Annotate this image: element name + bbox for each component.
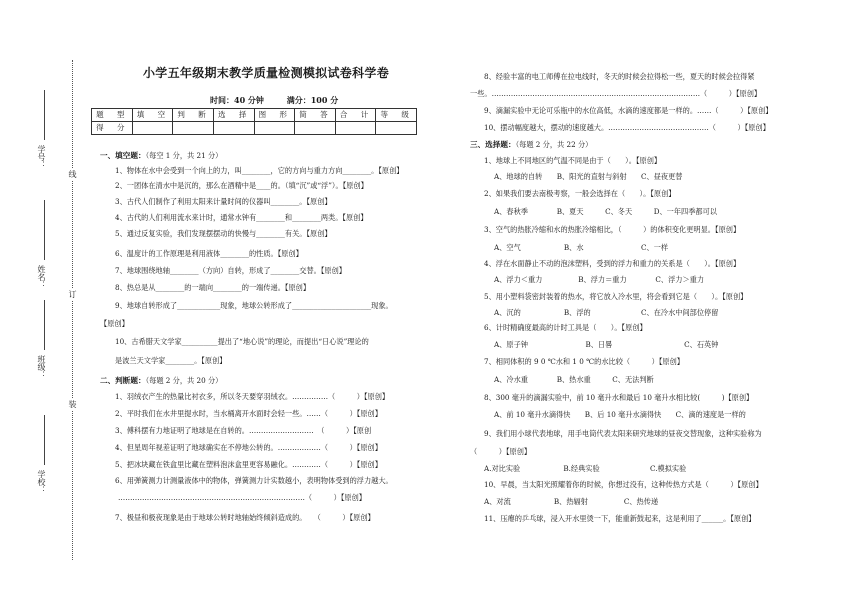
- fill-question-10-cont[interactable]: 是波兰天文学家________。【原创】: [115, 356, 227, 365]
- choice-options-7[interactable]: A、冷水重 B、热水重 C、无法判断: [494, 375, 654, 384]
- student-id-line[interactable]: [44, 90, 45, 140]
- choice-question-7[interactable]: 7、相同体积的 9 0 ℃水和 1 0 ℃的水比较（ ）【原创】: [484, 357, 684, 366]
- judge-question-6[interactable]: 6、用弹簧测力计测量液体中的物体，弹簧测力计实数越小，表明物体受到的浮力越大。: [115, 476, 393, 485]
- score-table-score-row: [92, 122, 417, 135]
- judge-question-10[interactable]: 10、摆动幅度越大，摆动的速度越大。……………………………………（ ）【原创】: [484, 123, 770, 132]
- score-table-cell: 选 择: [213, 109, 254, 122]
- choice-options-4[interactable]: A、浮力＜重力 B、浮力＝重力 C、浮力＞重力: [494, 275, 705, 284]
- choice-question-2[interactable]: 2、如果我们要去南极考察，一般会选择在（ ）。【原创】: [484, 189, 676, 198]
- score-entry-cell[interactable]: [173, 122, 214, 135]
- score-entry-cell[interactable]: [295, 122, 336, 135]
- choice-options-1[interactable]: A、地球的自转 B、阳光的直射与斜射 C、昼夜更替: [494, 172, 683, 181]
- page-title: 小学五年级期末教学质量检测模拟试卷科学卷: [143, 66, 390, 80]
- score-table-cell: 题 型: [92, 109, 133, 122]
- fill-question-6[interactable]: 6、温度计的工作原理是利用液体________的性质。【原创】: [115, 249, 303, 258]
- score-table-cell: 等 级: [376, 109, 417, 122]
- judge-question-3[interactable]: 3、傅科摆有力地证明了地球是在自转的。……………………… （ ）【原创: [115, 426, 372, 435]
- choice-options-6[interactable]: A、原子钟 B、日晷 C、石英钟: [494, 340, 719, 349]
- choice-question-4[interactable]: 4、浮在水面静止不动的泡沫塑料，受到的浮力和重力的关系是（ ）。【原创】: [484, 259, 741, 268]
- choice-question-1[interactable]: 1、地球上不同地区的气温不同是由于（ ）。【原创】: [484, 156, 662, 165]
- school-line[interactable]: [44, 415, 45, 465]
- exam-full-score: 满分：100 分: [286, 95, 339, 105]
- choice-options-8[interactable]: A、前 10 毫升水滴得快 B、后 10 毫升水滴得快 C、滴的速度是一样的: [494, 410, 746, 419]
- score-table: [91, 108, 417, 135]
- section-judge-heading: 二、判断题：（每题 2 分，共 20 分）: [100, 376, 223, 385]
- name-label: 姓名：: [37, 265, 46, 289]
- score-table-cell: 图 形: [254, 109, 295, 122]
- judge-question-7[interactable]: 7、极昼和极夜现象是由于地球公转时地轴始终倾斜造成的。 （ ）【原创】: [115, 513, 375, 522]
- judge-question-5[interactable]: 5、把冰块藏在铁盒里比藏在塑料泡沫盒里更容易融化。…………（ ）【原创】: [115, 460, 382, 469]
- choice-options-3[interactable]: A、空气 B、水 C、一样: [494, 243, 669, 252]
- judge-question-2[interactable]: 2、平时我们在水井里提水时，当水桶离开水面时会轻一些。……（ ）【原创】: [115, 409, 382, 418]
- choice-question-9[interactable]: 9、我们用小球代表地球，用手电筒代表太阳来研究地球的昼夜交替现象，这种实验称为: [484, 429, 762, 438]
- choice-options-2[interactable]: A、春秋季 B、夏天 C、冬天 D、一年四季都可以: [494, 207, 717, 216]
- name-line[interactable]: [44, 200, 45, 260]
- score-table-cell: 合 计: [335, 109, 376, 122]
- score-entry-cell[interactable]: [335, 122, 376, 135]
- score-table-header-row: [92, 109, 417, 122]
- binding-dotted-line: [72, 60, 73, 560]
- fill-question-10[interactable]: 10、古希腊天文学家__________提出了“地心说”的理论，而提出“日心说”理论的: [115, 337, 369, 346]
- section-choice-heading: 三、选择题：（每题 2 分，共 22 分）: [470, 140, 593, 149]
- choice-question-9-cont[interactable]: （ ）【原创】: [470, 447, 532, 456]
- school-label: 学校：: [37, 470, 46, 494]
- choice-question-11[interactable]: 11、压瘪的乒乓球，浸入开水里烫一下，能重新鼓起来，这是利用了______。【原创】: [484, 514, 756, 523]
- choice-options-10[interactable]: A、对流 B、热辐射 C、热传递: [484, 497, 659, 506]
- margin-mark-bind: 装: [68, 400, 77, 408]
- class-label: 班级：: [37, 355, 46, 379]
- choice-question-8[interactable]: 8、300 毫升的滴漏实验中，前 10 毫升水和最后 10 毫升水相比较( )【原创】: [484, 393, 754, 402]
- section-fill-blank-heading: 一、填空题：（每空 1 分，共 21 分）: [100, 151, 223, 160]
- choice-question-5[interactable]: 5、用小塑料袋密封装着的热水，将它放入冷水里，将会看到它是（ ）。【原创】: [484, 292, 748, 301]
- fill-question-7[interactable]: 7、地球围绕地轴________（方向）自转，形成了________交替。【原创】: [115, 266, 346, 275]
- fill-question-8[interactable]: 8、热总是从________的一端向________的一端传递。【原创】: [115, 283, 311, 292]
- judge-question-8[interactable]: 8、经验丰富的电工师傅在拉电线时，冬天的时候会拉得松一些，夏天的时候会拉得紧: [484, 72, 755, 81]
- margin-mark-order: 订: [68, 290, 77, 298]
- class-line[interactable]: [44, 300, 45, 350]
- score-entry-cell[interactable]: [376, 122, 417, 135]
- exam-info: [210, 96, 358, 104]
- binding-margin: [0, 0, 85, 596]
- fill-question-4[interactable]: 4、古代的人们利用流水来计时，通常水钟有________和________两类。【原创】: [115, 213, 368, 222]
- choice-question-6[interactable]: 6、计时精确度最高的计时工具是（ ）。【原创】: [484, 323, 647, 332]
- fill-question-9-tag: 【原创】: [100, 319, 129, 328]
- judge-question-6-answer[interactable]: ……………………………………………………………………（ ）【原创】: [118, 493, 366, 502]
- judge-question-4[interactable]: 4、但星周年视差证明了地球确实在不停地公转的。………………（ ）【原创】: [115, 443, 382, 452]
- score-table-cell: 得 分: [92, 122, 133, 135]
- judge-question-9[interactable]: 9、滴漏实验中无论可乐瓶中的水位高低，水滴的速度都是一样的。……（ ）【原创】: [484, 106, 773, 115]
- exam-time: 时间：40 分钟: [210, 95, 264, 105]
- choice-question-3[interactable]: 3、空气的热胀冷缩和水的热胀冷缩相比，（ ）的体积变化更明显。【原创】: [484, 225, 741, 234]
- choice-options-5[interactable]: A、沉的 B、浮的 C、在冷水中间部位停留: [494, 308, 719, 317]
- fill-question-5[interactable]: 5、通过反复实验，我们发现摆摆动的快慢与________有关。【原创】: [115, 229, 332, 238]
- fill-question-1[interactable]: 1、物体在水中会受到一个向上的力，叫________，它的方向与重力方向________。【原创】: [115, 166, 404, 175]
- judge-question-8-cont[interactable]: 一些。……………………………………………………………………………（ ）【原创】: [470, 89, 762, 98]
- student-id-label: 学号：: [37, 145, 46, 169]
- score-entry-cell[interactable]: [213, 122, 254, 135]
- choice-options-9[interactable]: A.对比实验 B.经典实验 C.模拟实验: [484, 464, 687, 473]
- score-table-cell: 判 断: [173, 109, 214, 122]
- margin-mark-line: 线: [68, 170, 77, 178]
- choice-question-10[interactable]: 10、早晨，当太阳光照耀着你的时候，你想过没有，这种传热方式是（ ）【原创】: [484, 480, 763, 489]
- score-table-cell: 简 答: [295, 109, 336, 122]
- fill-question-2[interactable]: 2、一团体在清水中是沉的，那么在酒精中是____的。（填“沉”或“浮”）。【原创】: [115, 181, 368, 190]
- fill-question-9[interactable]: 9、地球自转形成了____________现象，地球公转形成了______________________现象。: [115, 301, 393, 310]
- score-table-cell: 填 空: [132, 109, 173, 122]
- score-entry-cell[interactable]: [132, 122, 173, 135]
- score-entry-cell[interactable]: [254, 122, 295, 135]
- fill-question-3[interactable]: 3、古代人们制作了利用太阳来计量时间的仪器叫________。【原创】: [115, 197, 332, 206]
- judge-question-1[interactable]: 1、羽绒衣产生的热量比衬衣多，所以冬天要穿羽绒衣。……………（ ）【原创】: [115, 392, 390, 401]
